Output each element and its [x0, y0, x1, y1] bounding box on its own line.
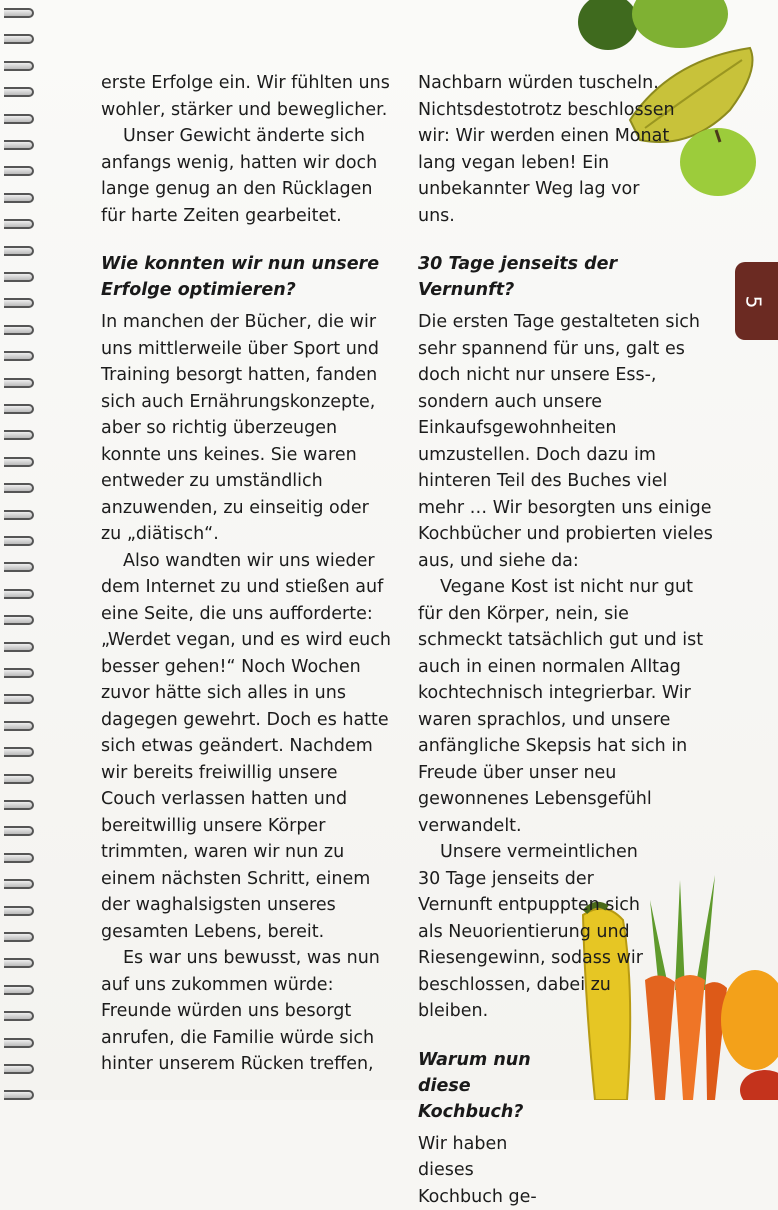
- spiral-ring: [4, 378, 34, 388]
- spiral-ring: [4, 774, 34, 784]
- spiral-ring: [4, 325, 34, 335]
- spiral-ring: [4, 853, 34, 863]
- spiral-ring: [4, 483, 34, 493]
- spiral-ring: [4, 747, 34, 757]
- spiral-ring: [4, 879, 34, 889]
- spiral-ring: [4, 694, 34, 704]
- spiral-ring: [4, 721, 34, 731]
- left-column: [101, 70, 391, 1078]
- spiral-ring: [4, 8, 34, 18]
- paragraph: Es war uns bewusst, was nun auf uns zukommen würde: Freunde würden uns besorgt anrufen, die Familie würde sich hinter unserem Rücken treffen,: [101, 945, 391, 1078]
- spiral-ring: [4, 800, 34, 810]
- paragraph: Wir haben dieses Kochbuch ge-: [418, 1131, 558, 1210]
- spiral-ring: [4, 1064, 34, 1074]
- spiral-ring: [4, 193, 34, 203]
- spiral-ring: [4, 246, 34, 256]
- section-heading: 30 Tage jenseits der Vernunft?: [418, 251, 718, 303]
- chapter-tab: [735, 262, 778, 340]
- paragraph: Vegane Kost ist nicht nur gut für den Körper, nein, sie schmeckt tatsächlich gut und ist auch in einen normalen Alltag kochtechnisch integrierbar. Wir waren sprachlos, und unsere anfängliche Skepsis hat sich in Freude über unser neu gewonnenes Lebensgefühl verwandelt.: [418, 574, 718, 839]
- spiral-ring: [4, 219, 34, 229]
- spiral-ring: [4, 642, 34, 652]
- spiral-ring: [4, 906, 34, 916]
- spiral-ring: [4, 536, 34, 546]
- paragraph: Unser Gewicht änderte sich anfangs wenig, hatten wir doch lange genug an den Rücklagen für harte Zeiten gearbeitet.: [101, 123, 391, 229]
- paragraph: Unsere vermeintlichen 30 Tage jenseits der Vernunft entpuppten sich als Neuorientierung und Riesengewinn, sodass wir beschlossen, dabei zu bleiben.: [418, 839, 658, 1025]
- section-heading: Wie konnten wir nun unsere Erfolge optimieren?: [101, 251, 391, 303]
- spiral-ring: [4, 985, 34, 995]
- spiral-ring: [4, 404, 34, 414]
- spiral-ring: [4, 351, 34, 361]
- spiral-binding: [0, 0, 40, 1100]
- paragraph: Also wandten wir uns wieder dem Internet zu und stießen auf eine Seite, die uns aufforderte: „Werdet vegan, und es wird euch besser gehen!“ Noch Wochen zuvor hätte sich alles in uns dagegen gewehrt. Doch es hatte sich etwas geändert. Nachdem wir bereits freiwillig unsere Couch verlassen hatten und bereitwillig unsere Körper trimmten, waren wir nun zu einem nächsten Schritt, einem der waghalsigsten unseres gesamten Lebens, bereit.: [101, 548, 391, 946]
- spiral-ring: [4, 457, 34, 467]
- spiral-ring: [4, 1038, 34, 1048]
- paragraph: Nachbarn würden tuscheln. Nichtsdestotrotz beschlossen wir: Wir werden einen Monat lang vegan leben! Ein unbekannter Weg lag vor uns.: [418, 70, 678, 229]
- spiral-ring: [4, 1011, 34, 1021]
- spiral-ring: [4, 272, 34, 282]
- chapter-number: 5: [741, 296, 765, 309]
- spiral-ring: [4, 615, 34, 625]
- spiral-ring: [4, 166, 34, 176]
- spiral-ring: [4, 562, 34, 572]
- spiral-ring: [4, 114, 34, 124]
- spiral-ring: [4, 510, 34, 520]
- right-column: [418, 70, 718, 1210]
- spiral-ring: [4, 932, 34, 942]
- spiral-ring: [4, 958, 34, 968]
- paragraph: erste Erfolge ein. Wir fühlten uns wohler, stärker und beweglicher.: [101, 70, 391, 123]
- spiral-ring: [4, 61, 34, 71]
- paragraph: Die ersten Tage gestalteten sich sehr spannend für uns, galt es doch nicht nur unsere Ess-, sondern auch unsere Einkaufsgewohnheiten umzustellen. Doch dazu im hinteren Teil des Buches viel mehr … Wir besorgten uns einige Kochbücher und probierten vieles aus, und siehe da:: [418, 309, 718, 574]
- spiral-ring: [4, 668, 34, 678]
- spiral-ring: [4, 589, 34, 599]
- spiral-ring: [4, 87, 34, 97]
- lime-image: [578, 0, 638, 50]
- pepper-image: [721, 970, 778, 1070]
- spiral-ring: [4, 1090, 34, 1100]
- spiral-ring: [4, 298, 34, 308]
- green-apple-image: [632, 0, 728, 48]
- spiral-ring: [4, 826, 34, 836]
- spiral-ring: [4, 34, 34, 44]
- spiral-ring: [4, 430, 34, 440]
- section-heading: Warum nun diese Kochbuch?: [418, 1047, 558, 1125]
- spiral-ring: [4, 140, 34, 150]
- paragraph: In manchen der Bücher, die wir uns mittlerweile über Sport und Training besorgt hatten, fanden sich auch Ernährungskonzepte, aber so richtig überzeugen konnte uns keines. Sie waren entweder zu umständlich anzuwenden, zu einseitig oder zu „diätisch“.: [101, 309, 391, 548]
